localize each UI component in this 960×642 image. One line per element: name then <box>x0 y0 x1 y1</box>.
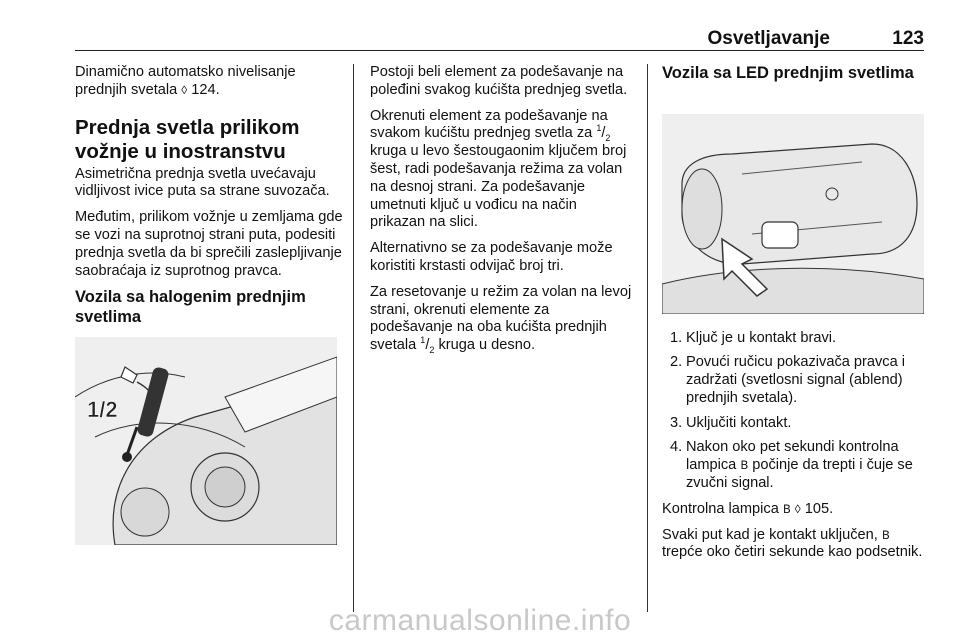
paragraph: Za resetovanje u režim za volan na levoj strani, okrenuti elemente za podešavanje na oba kućišta prednjih svetala $^1/_2$ kruga u desno. <box>370 283 632 356</box>
paragraph: Postoji beli element za podešavanje na poleđini svakog kućišta prednjeg svetla. <box>370 64 628 98</box>
heading-halogen: Vozila sa halogenim prednjim svetlima <box>75 288 306 326</box>
led-stalk-illustration <box>662 114 924 314</box>
paragraph: Asimetrična prednja svetla uvećavaju vidljivost ivice puta sa strane suvozača. <box>75 165 330 200</box>
column-divider <box>353 64 354 612</box>
paragraph: Svaki put kad je kontakt uključen, 𐊡 trepće oko četiri sekunde kao podsetnik. <box>662 526 923 561</box>
turn-signal-stalk-drawing <box>662 114 924 314</box>
paragraph: Alternativno se za podešavanje može koristiti krstasti odvijač broj tri. <box>370 240 613 274</box>
list-item: 3. Uključiti kontakt. <box>670 414 792 431</box>
intro-paragraph: Dinamično automatsko nivelisanje prednjih svetala ◊ 124. <box>75 64 296 98</box>
column-divider <box>647 64 648 612</box>
column-middle <box>370 64 634 363</box>
figure-label-half: 1/2 <box>87 397 118 423</box>
heading-led: Vozila sa LED prednjim svetlima <box>662 64 914 82</box>
page-number: 123 <box>892 28 924 49</box>
procedure-steps <box>662 330 932 493</box>
page-ref-arrow-icon: ◊ <box>181 82 188 97</box>
halogen-headlamp-drawing <box>75 337 337 545</box>
watermark: carmanualsonline.info <box>328 604 632 637</box>
page-ref-link[interactable]: 124. <box>187 81 220 98</box>
paragraph: Okrenuti element za podešavanje na svakom kućištu prednjeg svetla za $^1/_2$ kruga u levo šestougaonim ključem broj šest, radi podešavanja režima za volan na desnoj strani. Za podešavanje umetnuti ključ u vođicu na način prikazan na slici. <box>370 107 627 231</box>
column-right <box>662 64 932 570</box>
section-title: Osvetljavanje <box>707 28 830 49</box>
list-item: 4. Nakon oko pet sekundi kontrolna lampica 𐊡 počinje da trepti i čuje se zvučni signal. <box>670 439 913 492</box>
list-item: 1. Ključ je u kontakt bravi. <box>670 329 837 346</box>
paragraph: Kontrolna lampica 𐊡 ◊ 105. <box>662 500 834 517</box>
list-item: 2. Povući ručicu pokazivača pravca i zadržati (svetlosni signal (ablend) prednjih svetala). <box>670 354 906 406</box>
page-ref-link[interactable]: 105. <box>800 500 834 517</box>
headlight-lamp-icon: 𐊡 <box>740 458 749 473</box>
halogen-adjustment-illustration <box>75 337 337 545</box>
column-left <box>75 64 343 545</box>
page-ref-arrow-icon: ◊ <box>794 501 801 516</box>
headlight-lamp-icon: 𐊡 <box>782 501 791 516</box>
headlight-lamp-icon: 𐊡 <box>881 527 890 542</box>
page-header <box>75 24 924 51</box>
heading-abroad-headlights: Prednja svetla prilikom vožnje u inostranstvu <box>75 115 300 163</box>
paragraph: Međutim, prilikom vožnje u zemljama gde se vozi na suprotnoj strani puta, podesiti prednja svetla da bi sprečili zaslepljivanje saobraćaja iz suprotnog pravca. <box>75 209 343 279</box>
